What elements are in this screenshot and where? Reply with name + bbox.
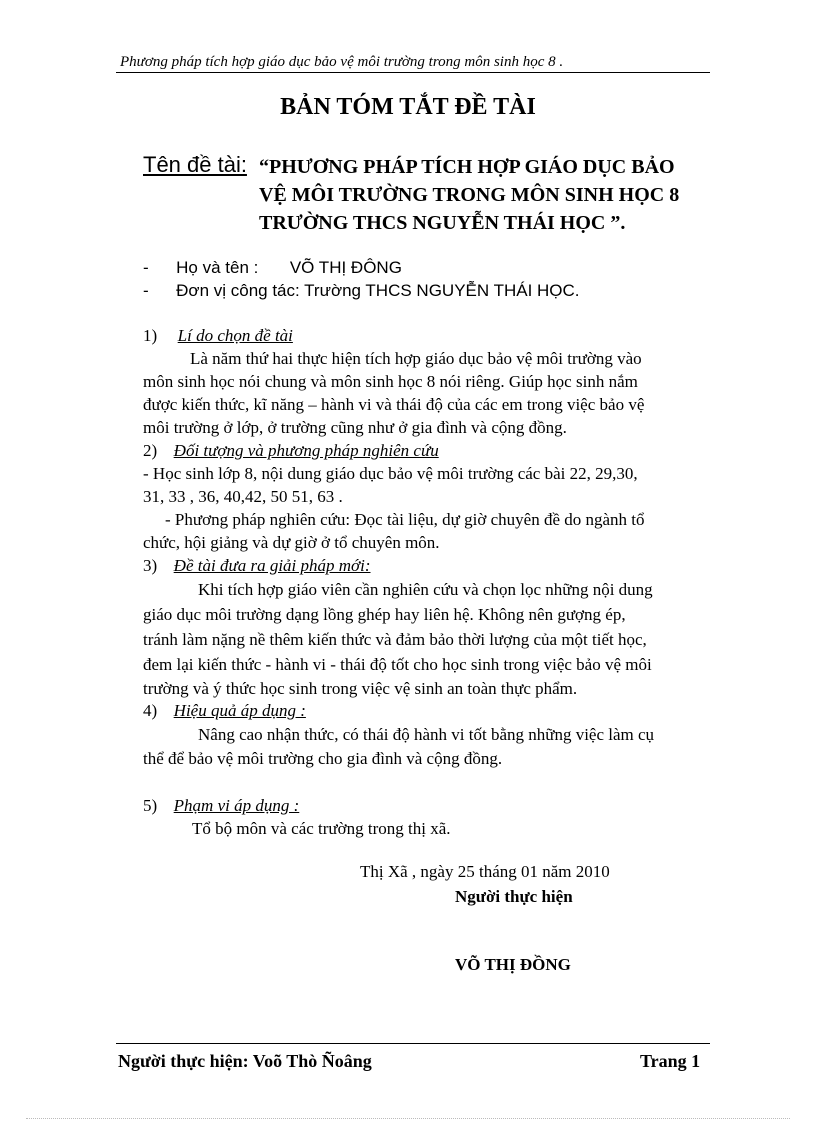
paragraph-line: chức, hội giảng và dự giờ ở tổ chuyên môn. — [143, 533, 440, 552]
topic-label: Tên đề tài: — [143, 152, 247, 177]
section-number: 4) — [143, 701, 158, 720]
signature-role: Người thực hiện — [455, 887, 573, 906]
unit-label: Đơn vị công tác: — [176, 281, 300, 300]
section-heading: Đối tượng và phương pháp nghiên cứu — [173, 441, 439, 460]
section-number: 5) — [143, 796, 158, 815]
paragraph-line: giáo dục môi trường dạng lồng ghép hay liên hệ. Không nên gượng ép, — [143, 605, 626, 624]
running-header: Phương pháp tích hợp giáo dục bảo vệ môi trường trong môn sinh học 8 . — [120, 54, 564, 70]
topic-line-2: VỆ MÔI TRƯỜNG TRONG MÔN SINH HỌC 8 — [259, 184, 680, 206]
header-rule — [116, 72, 710, 73]
paragraph-line: 31, 33 , 36, 40,42, 50 51, 63 . — [143, 487, 343, 506]
name-label: Họ và tên : — [176, 258, 259, 277]
bullet-dash: - — [143, 258, 149, 277]
footer-author: Người thực hiện: Voõ Thò Ñoâng — [118, 1051, 372, 1071]
section-heading: Hiệu quả áp dụng : — [173, 701, 306, 720]
paragraph-line: Nâng cao nhận thức, có thái độ hành vi tốt bằng những việc làm cụ — [198, 725, 655, 744]
section-3-heading-row — [143, 556, 371, 576]
footer-rule — [116, 1043, 710, 1044]
author-name-row — [143, 258, 402, 278]
section-1-heading-row — [143, 326, 293, 346]
section-number: 2) — [143, 441, 158, 460]
unit-value: Trường THCS NGUYỄN THÁI HỌC. — [304, 281, 580, 300]
paragraph-line: thể để bảo vệ môi trường cho gia đình và cộng đồng. — [143, 749, 503, 768]
section-heading: Lí do chọn đề tài — [177, 326, 293, 345]
topic-line-1: “PHƯƠNG PHÁP TÍCH HỢP GIÁO DỤC BẢO — [259, 156, 675, 178]
paragraph-line: môi trường ở lớp, ở trường cũng như ở gia đình và cộng đồng. — [143, 418, 567, 437]
author-unit-row — [143, 281, 580, 301]
section-number: 3) — [143, 556, 158, 575]
signature-name: VÕ THỊ ĐỒNG — [455, 955, 571, 974]
paragraph-line: Khi tích hợp giáo viên cần nghiên cứu và chọn lọc những nội dung — [198, 580, 653, 599]
topic-line-3: TRƯỜNG THCS NGUYỄN THÁI HỌC ”. — [259, 212, 626, 234]
bullet-dash: - — [143, 281, 149, 300]
section-number: 1) — [143, 326, 158, 345]
paragraph-line: tránh làm nặng nề thêm kiến thức và đảm bảo thời lượng của một tiết học, — [143, 630, 647, 649]
place-date: Thị Xã , ngày 25 tháng 01 năm 2010 — [360, 862, 610, 881]
page-bottom-dotted-line — [26, 1118, 790, 1119]
document-title: BẢN TÓM TẮT ĐỀ TÀI — [280, 94, 536, 120]
name-value: VÕ THỊ ĐÔNG — [289, 258, 402, 277]
page-number: Trang 1 — [640, 1051, 701, 1071]
section-2-heading-row — [143, 441, 439, 461]
section-4-heading-row — [143, 701, 306, 721]
paragraph-line: Tổ bộ môn và các trường trong thị xã. — [192, 819, 451, 838]
paragraph-line: Là năm thứ hai thực hiện tích hợp giáo dục bảo vệ môi trường vào — [190, 349, 642, 368]
section-heading: Đề tài đưa ra giải pháp mới: — [173, 556, 371, 575]
paragraph-line: trường và ý thức học sinh trong việc vệ sinh an toàn thực phẩm. — [143, 679, 578, 698]
paragraph-line: - Phương pháp nghiên cứu: Đọc tài liệu, dự giờ chuyên đề do ngành tổ — [165, 510, 645, 529]
section-heading: Phạm vi áp dụng : — [173, 796, 300, 815]
paragraph-line: được kiến thức, kĩ năng – hành vi và thái độ của các em trong việc bảo vệ — [143, 395, 645, 414]
paragraph-line: đem lại kiến thức - hành vi - thái độ tốt cho học sinh trong việc bảo vệ môi — [143, 655, 652, 674]
section-5-heading-row — [143, 796, 299, 816]
paragraph-line: - Học sinh lớp 8, nội dung giáo dục bảo vệ môi trường các bài 22, 29,30, — [143, 464, 638, 483]
paragraph-line: môn sinh học nói chung và môn sinh học 8 nói riêng. Giúp học sinh nắm — [143, 372, 638, 391]
